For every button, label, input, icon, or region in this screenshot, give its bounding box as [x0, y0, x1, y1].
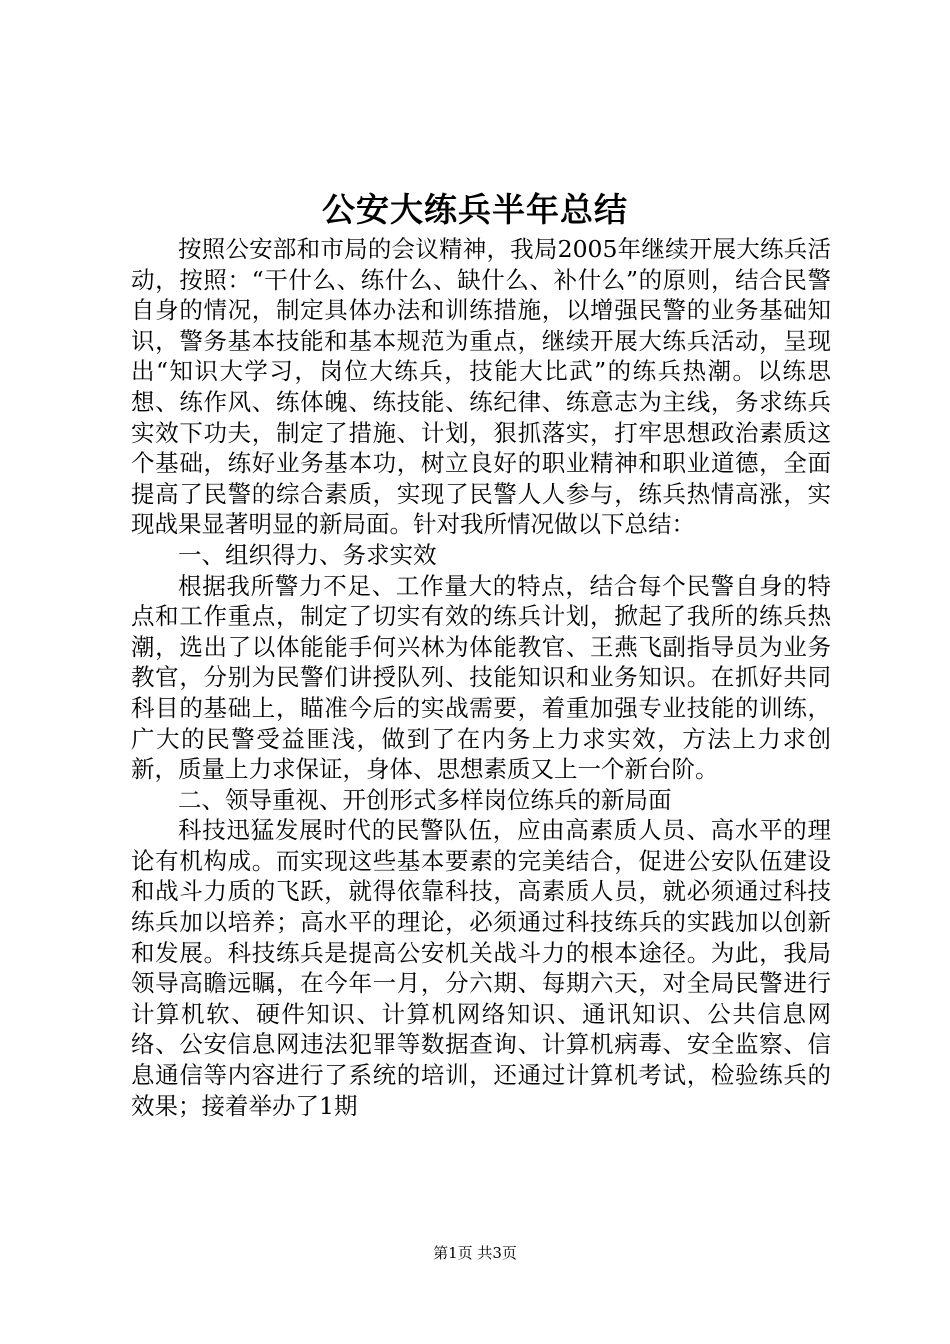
page-footer: 第1页 共3页: [433, 1244, 517, 1262]
section-heading-2: 二、领导重视、开创形式多样岗位练兵的新局面: [178, 785, 672, 814]
section-heading-1: 一、组织得力、务求实效: [178, 540, 437, 569]
paragraph-intro: 按照公安部和市局的会议精神，我局2005年继续开展大练兵活动，按照：“干什么、练什么、缺什么、补什么”的原则，结合民警自身的情况，制定具体办法和训练措施，以增强民警的业务基础知识，警务基本技能和基本规范为重点，继续开展大练兵活动，呈现出“知识大学习，岗位大练兵，技能大比武”的练兵热潮。以练思想、练作风、练体魄、练技能、练纪律、练意志为主线，务求练兵实效下功夫，制定了措施、计划，狠抓落实，打牢思想政治素质这个基础，练好业务基本功，树立良好的职业精神和职业道德，全面提高了民警的综合素质，实现了民警人人参与，练兵热情高涨，实现战果显著明显的新局面。针对我所情况做以下总结：: [131, 235, 831, 539]
document-body: [131, 234, 831, 1121]
document-title: 公安大练兵半年总结: [322, 190, 628, 229]
paragraph-section-1: 根据我所警力不足、工作量大的特点，结合每个民警自身的特点和工作重点，制定了切实有效的练兵计划，掀起了我所的练兵热潮，选出了以体能能手何兴林为体能教官、王燕飞副指导员为业务教官，分别为民警们讲授队列、技能知识和业务知识。在抓好共同科目的基础上，瞄准今后的实战需要，着重加强专业技能的训练，广大的民警受益匪浅，做到了在内务上力求实效，方法上力求创新，质量上力求保证，身体、思想素质又上一个新台阶。: [131, 571, 831, 784]
paragraph-section-2: 科技迅猛发展时代的民警队伍，应由高素质人员、高水平的理论有机构成。而实现这些基本要素的完美结合，促进公安队伍建设和战斗力质的飞跃，就得依靠科技，高素质人员，就必须通过科技练兵加以培养；高水平的理论，必须通过科技练兵的实践加以创新和发展。科技练兵是提高公安机关战斗力的根本途径。为此，我局领导高瞻远瞩，在今年一月，分六期、每期六天，对全局民警进行计算机软、硬件知识、计算机网络知识、通讯知识、公共信息网络、公安信息网违法犯罪等数据查询、计算机病毒、安全监察、信息通信等内容进行了系统的培训，还通过计算机考试，检验练兵的效果；接着举办了1期: [131, 816, 831, 1120]
